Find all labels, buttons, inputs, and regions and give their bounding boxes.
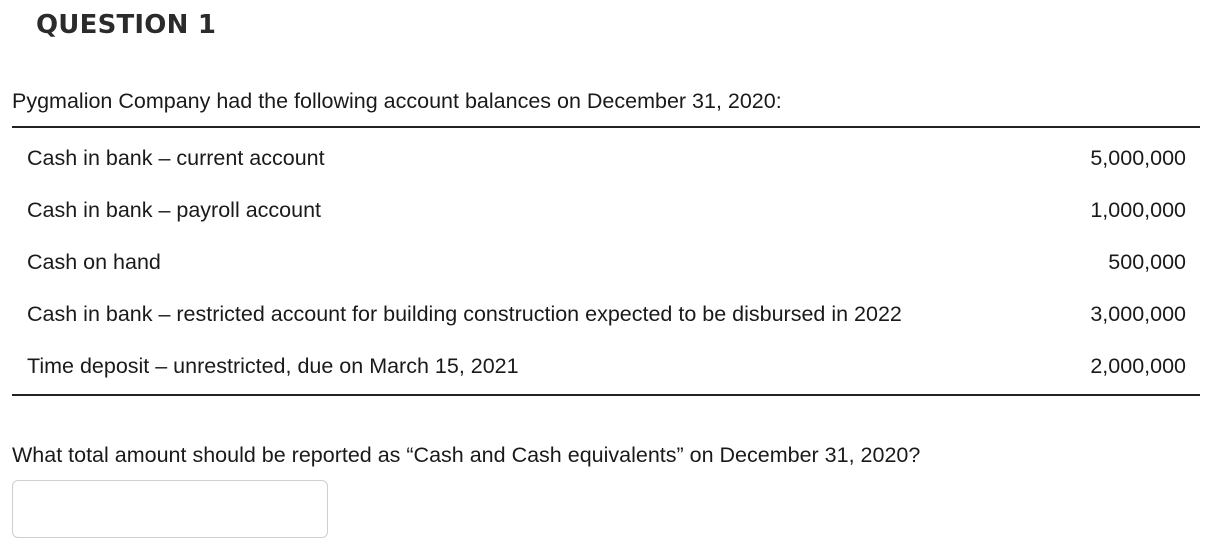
table-row [12, 288, 1200, 340]
account-amount: 5,000,000 [1090, 145, 1186, 170]
account-label: Cash in bank – restricted account for building construction expected to be disbursed in 2022 [27, 301, 902, 326]
table-row [12, 132, 1200, 184]
question-prompt: What total amount should be reported as “Cash and Cash equivalents” on December 31, 2020? [12, 443, 921, 467]
table-row [12, 236, 1200, 288]
account-balances-table [12, 126, 1200, 396]
account-label: Cash on hand [27, 249, 161, 274]
table-row [12, 184, 1200, 236]
question-intro: Pygmalion Company had the following account balances on December 31, 2020: [12, 89, 782, 113]
account-amount: 2,000,000 [1090, 353, 1186, 378]
answer-input[interactable] [12, 480, 328, 538]
account-amount: 1,000,000 [1090, 197, 1186, 222]
account-label: Cash in bank – payroll account [27, 197, 322, 222]
account-label: Cash in bank – current account [27, 145, 325, 170]
account-label: Time deposit – unrestricted, due on March 15, 2021 [27, 353, 519, 378]
account-amount: 500,000 [1108, 249, 1186, 274]
table-row [12, 340, 1200, 392]
question-title: QUESTION 1 [36, 10, 217, 40]
account-amount: 3,000,000 [1090, 301, 1186, 326]
